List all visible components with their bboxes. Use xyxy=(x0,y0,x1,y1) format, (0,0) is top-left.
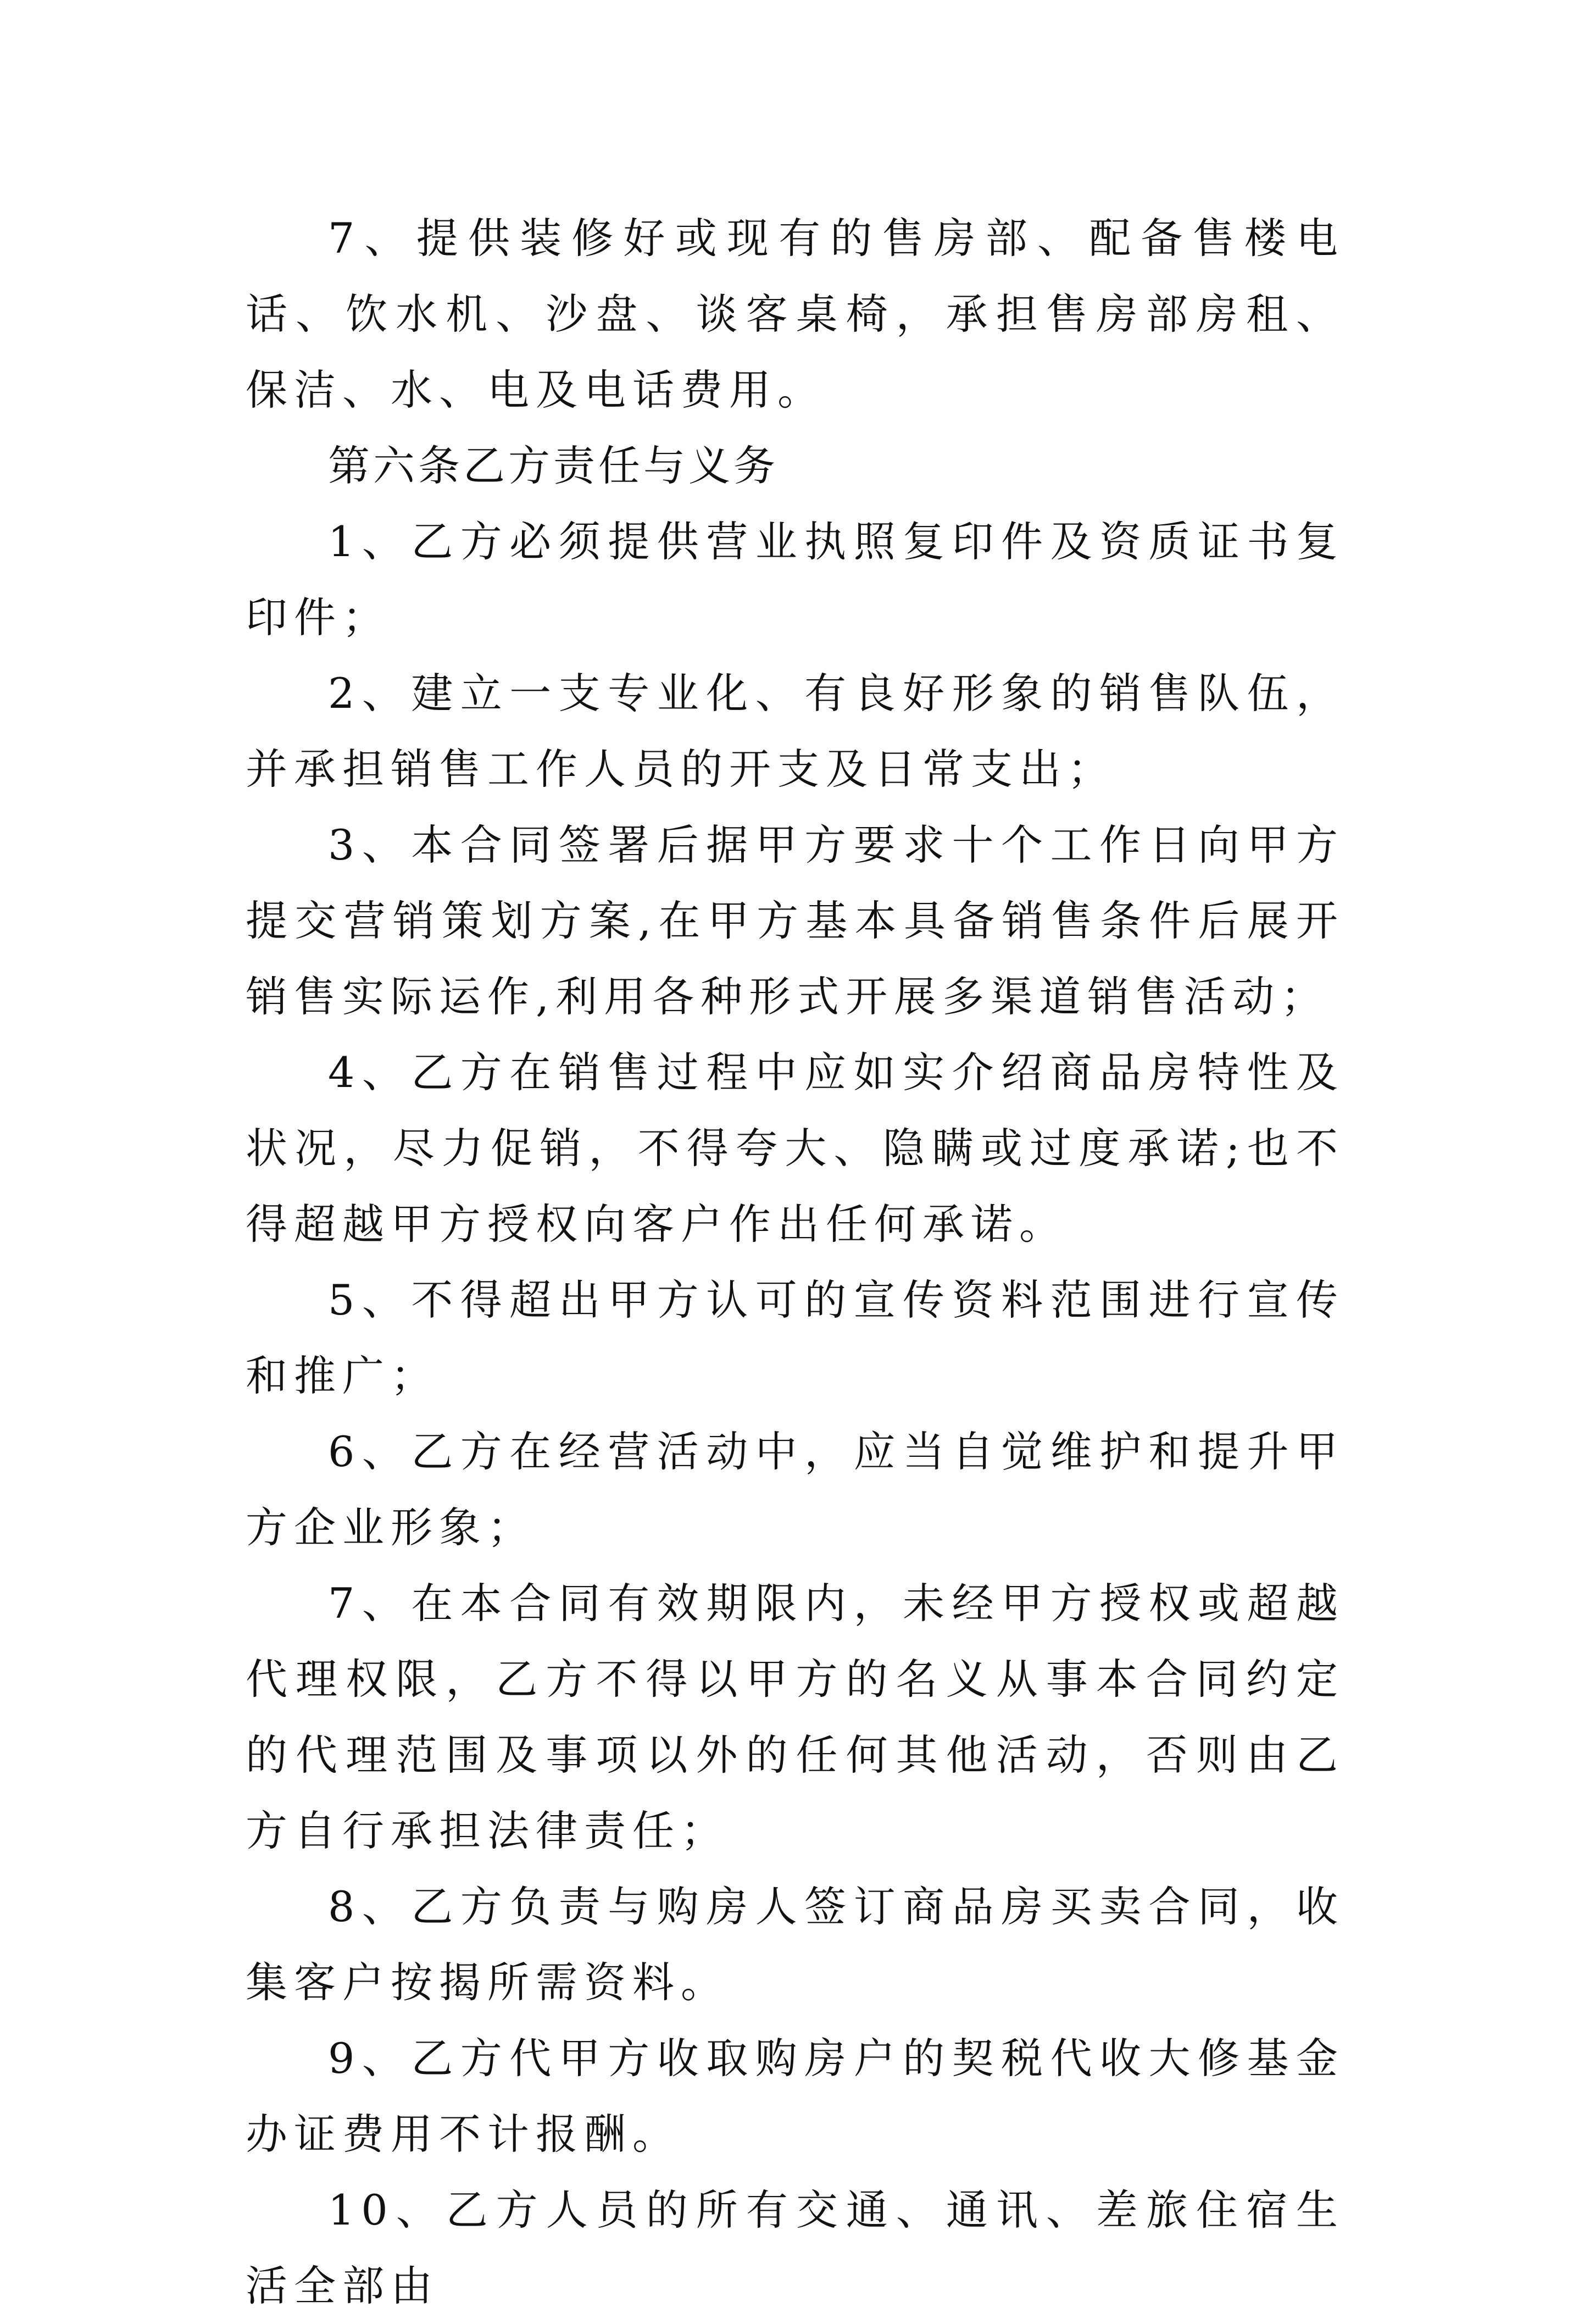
clause-6-4: 4、乙方在销售过程中应如实介绍商品房特性及状况，尽力促销，不得夸大、隐瞒或过度承诺;也不得超越甲方授权向客户作出任何承诺。 xyxy=(246,1048,1344,1249)
clause-6-1: 1、乙方必须提供营业执照复印件及资质证书复印件； xyxy=(246,517,1344,642)
clause-6-7: 7、在本合同有效期限内，未经甲方授权或超越代理权限，乙方不得以甲方的名义从事本合同约定的代理范围及事项以外的任何其他活动，否则由乙方自行承担法律责任； xyxy=(246,1579,1344,1855)
clause-6-10: 10、乙方人员的所有交通、通讯、差旅住宿生活全部由 xyxy=(246,2186,1344,2310)
clause-6-5: 5、不得超出甲方认可的宣传资料范围进行宣传和推广； xyxy=(246,1275,1344,1400)
clause-6-8: 8、乙方负责与购房人签订商品房买卖合同，收集客户按揭所需资料。 xyxy=(246,1882,1344,2007)
article-6-heading: 第六条乙方责任与义务 xyxy=(328,441,779,490)
clause-6-2: 2、建立一支专业化、有良好形象的销售队伍，并承担销售工作人员的开支及日常支出； xyxy=(246,669,1344,794)
clause-6-3: 3、本合同签署后据甲方要求十个工作日向甲方提交营销策划方案,在甲方基本具备销售条件后展开销售实际运作,利用各种形式开展多渠道销售活动； xyxy=(246,820,1344,1021)
document-body xyxy=(246,201,1344,2324)
clause-5-7: 7、提供装修好或现有的售房部、配备售楼电话、饮水机、沙盘、谈客桌椅，承担售房部房租、保洁、水、电及电话费用。 xyxy=(246,214,1344,414)
clause-6-9: 9、乙方代甲方收取购房户的契税代收大修基金办证费用不计报酬。 xyxy=(246,2034,1344,2159)
clause-6-6: 6、乙方在经营活动中，应当自觉维护和提升甲方企业形象； xyxy=(246,1427,1344,1552)
